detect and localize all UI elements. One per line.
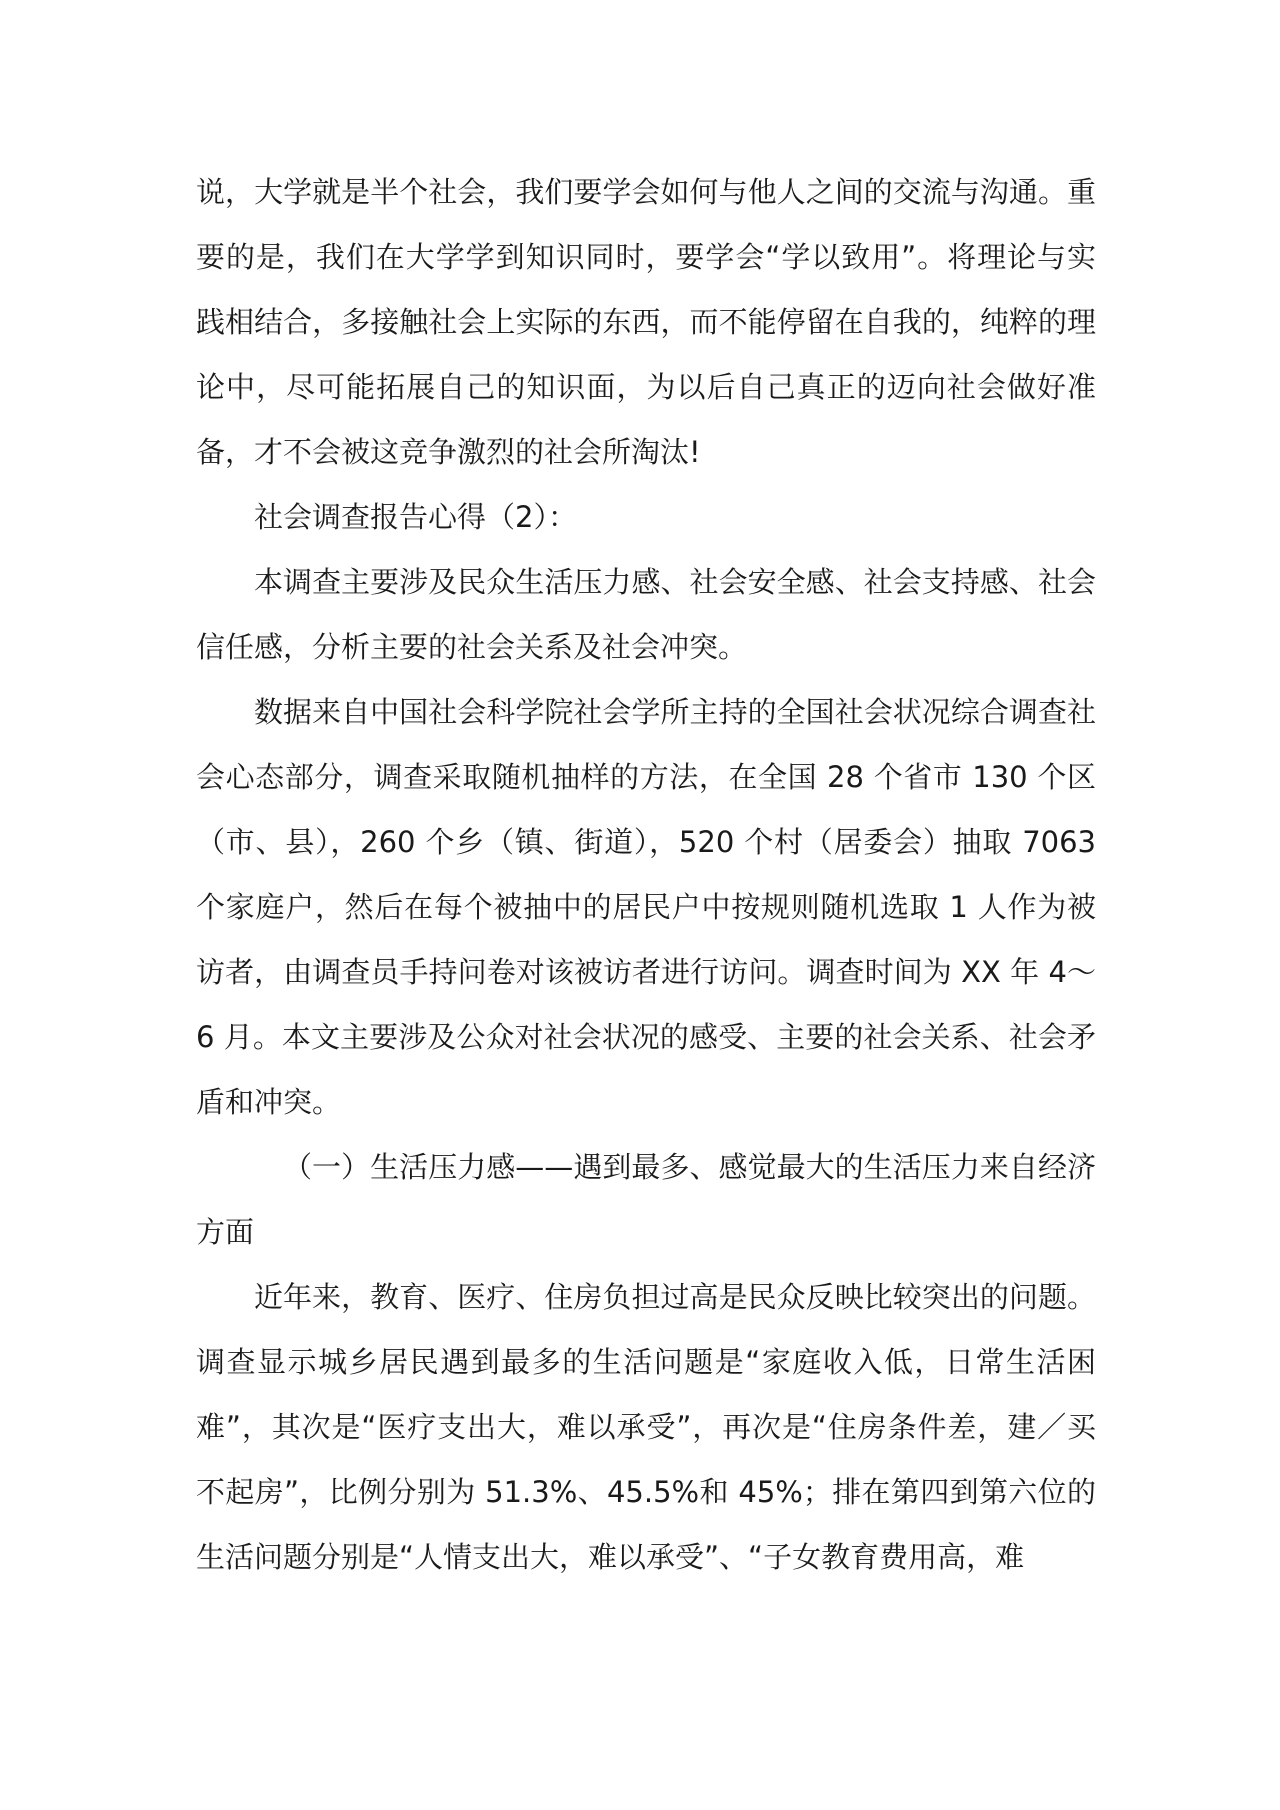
paragraph-data-source: 数据来自中国社会科学院社会学所主持的全国社会状况综合调查社会心态部分，调查采取随机抽样的方法，在全国 28 个省市 130 个区（市、县），260 个乡（镇、街道），520 个村（居委会）抽取 7063 个家庭户，然后在每个被抽中的居民户中按规则随机选取 1 人作为被访者，由调查员手持问卷对该被访者进行访问。调查时间为 XX 年 4～6 月。本文主要涉及公众对社会状况的感受、主要的社会关系、社会矛盾和冲突。: [196, 695, 1096, 1119]
paragraph-life-problems: 近年来，教育、医疗、住房负担过高是民众反映比较突出的问题。调查显示城乡居民遇到最多的生活问题是“家庭收入低，日常生活困难”，其次是“医疗支出大，难以承受”，再次是“住房条件差，建／买不起房”，比例分别为 51.3%、45.5%和 45%；排在第四到第六位的生活问题分别是“人情支出大，难以承受”、“子女教育费用高，难: [196, 1280, 1096, 1574]
subsection-heading-life-pressure: （一）生活压力感——遇到最多、感觉最大的生活压力来自经济方面: [196, 1150, 1096, 1249]
section-title-report-2: 社会调查报告心得（2）：: [254, 500, 577, 534]
paragraph-survey-scope: 本调查主要涉及民众生活压力感、社会安全感、社会支持感、社会信任感，分析主要的社会关系及社会冲突。: [196, 565, 1096, 664]
paragraph-continuation: 说，大学就是半个社会，我们要学会如何与他人之间的交流与沟通。重要的是，我们在大学学到知识同时，要学会“学以致用”。将理论与实践相结合，多接触社会上实际的东西，而不能停留在自我的，纯粹的理论中，尽可能拓展自己的知识面，为以后自己真正的迈向社会做好准备，才不会被这竞争激烈的社会所淘汰!: [196, 175, 1096, 469]
document-body: [196, 160, 1096, 1590]
